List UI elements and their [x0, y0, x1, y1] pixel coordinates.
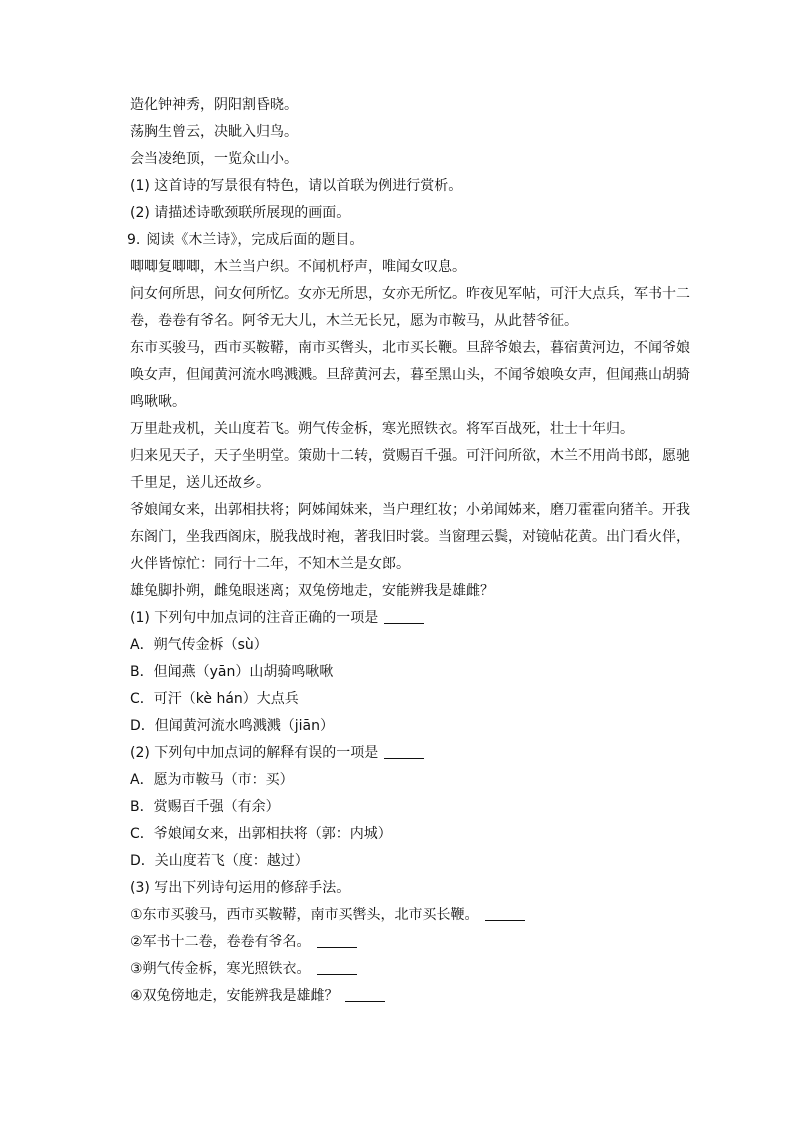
option: D．关山度若飞（度：越过）: [130, 853, 309, 869]
rhetoric-item-text: ①东市买骏马，西市买鞍鞯，南市买辔头，北市买长鞭。: [130, 907, 479, 923]
question-9-heading: [127, 227, 690, 254]
rhetoric-item-text: ④双兔傍地走，安能辨我是雄雌？: [130, 988, 339, 1004]
rhetoric-item: [130, 956, 690, 983]
poem-paragraph: 爷娘闻女来，出郭相扶将；阿姊闻妹来，当户理红妆；小弟闻姊来，磨刀霍霍向猪羊。开我东阁门，坐我西阁床，脱我战时袍，著我旧时裳。当窗理云鬓，对镜帖花黄。出门看火伴，火伴皆惊忙：同行十二年，不知木兰是女郎。: [130, 502, 690, 572]
answer-blank[interactable]: [345, 987, 385, 1002]
sub-question: (2) 请描述诗歌颈联所展现的画面。: [130, 205, 351, 221]
poem-paragraph: 问女何所思，问女何所忆。女亦无所思，女亦无所忆。昨夜见军帖，可汗大点兵，军书十二卷，卷卷有爷名。阿爷无大儿，木兰无长兄，愿为市鞍马，从此替爷征。: [130, 286, 690, 329]
sub-question-stem: (2) 下列句中加点词的解释有误的一项是: [130, 745, 379, 761]
option: C．可汗（kè hán）大点兵: [130, 691, 299, 707]
answer-blank[interactable]: [317, 933, 357, 948]
poem-line: 荡胸生曾云，决眦入归鸟。: [130, 124, 298, 140]
poem-paragraph: 万里赴戎机，关山度若飞。朔气传金柝，寒光照铁衣。将军百战死，壮士十年归。: [130, 421, 634, 437]
answer-blank[interactable]: [384, 609, 424, 624]
answer-blank[interactable]: [384, 744, 424, 759]
sub-question-stem: (1) 下列句中加点词的注音正确的一项是: [130, 610, 379, 626]
question-prompt: 阅读《木兰诗》，完成后面的题目。: [146, 232, 364, 248]
sub-question-2: [130, 740, 690, 767]
rhetoric-item: [130, 929, 690, 956]
option: C．爷娘闻女来，出郭相扶将（郭：内城）: [130, 826, 392, 842]
option: A．愿为市鞍马（市：买）: [130, 772, 294, 788]
answer-blank[interactable]: [317, 960, 357, 975]
sub-question: (1) 这首诗的写景很有特色，请以首联为例进行赏析。: [130, 178, 463, 194]
rhetoric-item-text: ②军书十二卷，卷卷有爷名。: [130, 934, 311, 950]
rhetoric-item-text: ③朔气传金柝，寒光照铁衣。: [130, 961, 311, 977]
poem-paragraph: 雄兔脚扑朔，雌兔眼迷离；双兔傍地走，安能辨我是雄雌？: [130, 583, 494, 599]
option: B．但闻燕（yān）山胡骑鸣啾啾: [130, 664, 334, 680]
poem-paragraph: 归来见天子，天子坐明堂。策勋十二转，赏赐百千强。可汗问所欲，木兰不用尚书郎，愿驰千里足，送儿还故乡。: [130, 448, 690, 491]
poem-line: 会当凌绝顶，一览众山小。: [130, 151, 298, 167]
option: B．赏赐百千强（有余）: [130, 799, 280, 815]
document-page: [127, 92, 690, 1010]
poem-line: 造化钟神秀，阴阳割昏晓。: [130, 97, 298, 113]
rhetoric-item: [130, 983, 690, 1010]
rhetoric-item: [130, 902, 690, 929]
poem-paragraph: 东市买骏马，西市买鞍鞯，南市买辔头，北市买长鞭。旦辞爷娘去，暮宿黄河边，不闻爷娘唤女声，但闻黄河流水鸣溅溅。旦辞黄河去，暮至黑山头，不闻爷娘唤女声，但闻燕山胡骑鸣啾啾。: [130, 340, 690, 410]
sub-question-3: (3) 写出下列诗句运用的修辞手法。: [130, 880, 351, 896]
sub-question-1: [130, 605, 690, 632]
question-number: 9.: [127, 232, 141, 248]
answer-blank[interactable]: [485, 906, 525, 921]
poem-paragraph: 唧唧复唧唧，木兰当户织。不闻机杼声，唯闻女叹息。: [130, 259, 466, 275]
option: A．朔气传金柝（sù）: [130, 637, 268, 653]
option: D．但闻黄河流水鸣溅溅（jiān）: [130, 718, 335, 734]
